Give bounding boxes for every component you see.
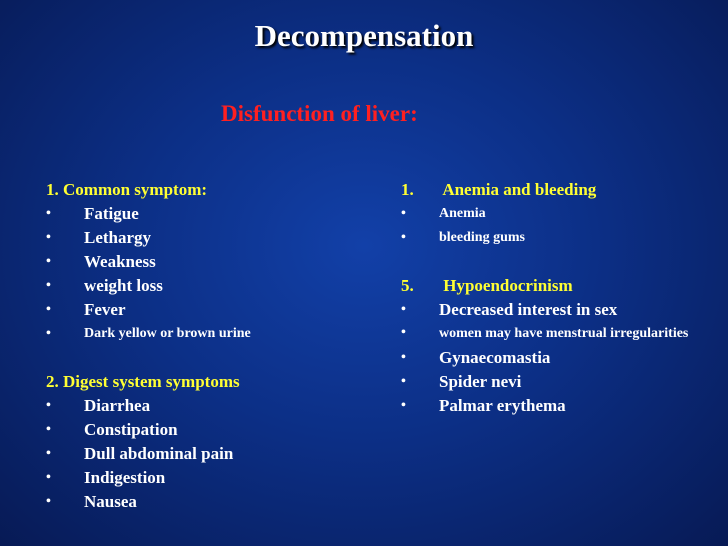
- section-heading-common-symptom: [46, 178, 346, 202]
- section-number: 5.: [401, 276, 414, 295]
- list-item-indigestion: • Indigestion: [46, 466, 346, 490]
- list-item-gynaecomastia: • Gynaecomastia: [401, 346, 701, 370]
- section-number: 1.: [46, 180, 59, 199]
- bullet-icon: •: [46, 494, 51, 509]
- slide-subtitle: Disfunction of liver:: [221, 101, 418, 126]
- section-title: Digest system symptoms: [63, 372, 240, 391]
- bullet-icon: •: [46, 206, 51, 221]
- list-item-palmar-erythema: • Palmar erythema: [401, 394, 701, 418]
- list-item-menstrual: • women may have menstrual irregularities: [401, 322, 701, 346]
- list-item-diarrhea: • Diarrhea: [46, 394, 346, 418]
- section-number: 2.: [46, 372, 59, 391]
- bullet-icon: •: [401, 302, 406, 317]
- slide-title: Decompensation: [254, 18, 474, 53]
- bullet-icon: •: [46, 326, 51, 341]
- bullet-icon: •: [46, 422, 51, 437]
- bullet-icon: •: [401, 206, 406, 221]
- bullet-icon: •: [46, 230, 51, 245]
- section-heading-anemia-bleeding: [401, 178, 701, 202]
- bullet-icon: •: [46, 398, 51, 413]
- list-item-decreased-interest: • Decreased interest in sex: [401, 298, 701, 322]
- section-title: Common symptom:: [63, 180, 208, 199]
- list-item-fatigue: • Fatigue: [46, 202, 346, 226]
- bullet-icon: •: [46, 254, 51, 269]
- section-title: Hypoendocrinism: [443, 276, 573, 295]
- list-item-constipation: • Constipation: [46, 418, 346, 442]
- section-number: 1.: [401, 180, 414, 199]
- list-item-nausea: • Nausea: [46, 490, 346, 514]
- bullet-icon: •: [46, 302, 51, 317]
- section-heading-hypoendocrinism: [401, 274, 701, 298]
- list-item-bleeding-gums: • bleeding gums: [401, 226, 701, 250]
- list-item-fever: • Fever: [46, 298, 346, 322]
- bullet-icon: •: [401, 374, 406, 389]
- spacer: [46, 346, 346, 370]
- bullet-icon: •: [401, 325, 406, 340]
- list-item-anemia: • Anemia: [401, 202, 701, 226]
- bullet-icon: •: [46, 446, 51, 461]
- bullet-icon: •: [401, 230, 406, 245]
- list-item-weight-loss: • weight loss: [46, 274, 346, 298]
- list-item-spider-nevi: • Spider nevi: [401, 370, 701, 394]
- list-item-dark-urine: • Dark yellow or brown urine: [46, 322, 346, 346]
- section-heading-digest-system: [46, 370, 346, 394]
- list-item-abdominal-pain: • Dull abdominal pain: [46, 442, 346, 466]
- bullet-icon: •: [46, 470, 51, 485]
- list-item-weakness: • Weakness: [46, 250, 346, 274]
- bullet-icon: •: [46, 278, 51, 293]
- right-column: [401, 178, 701, 418]
- bullet-icon: •: [401, 350, 406, 365]
- list-item-lethargy: • Lethargy: [46, 226, 346, 250]
- section-title: Anemia and bleeding: [442, 180, 597, 199]
- bullet-icon: •: [401, 398, 406, 413]
- left-column: [46, 178, 346, 514]
- spacer: [401, 250, 701, 274]
